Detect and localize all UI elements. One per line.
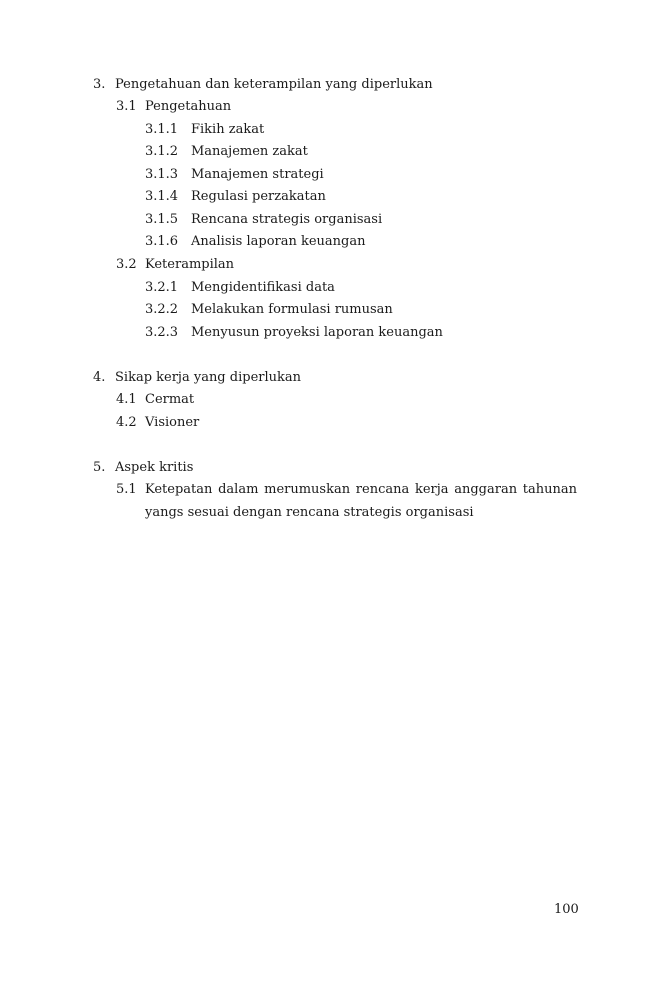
subsection-number: 4.1 — [116, 392, 137, 407]
paragraph-line: yangs sesuai dengan rencana strategis organisasi — [145, 505, 474, 520]
section-number: 4. — [93, 370, 106, 385]
item-text: Menyusun proyeksi laporan keuangan — [191, 325, 443, 340]
item-number: 3.1.3 — [145, 167, 179, 182]
item-number: 3.1.6 — [145, 234, 179, 249]
subsection-title: Keterampilan — [145, 257, 235, 272]
subsection-title: Pengetahuan — [145, 99, 232, 114]
section-title: Pengetahuan dan keterampilan yang diperlukan — [115, 77, 433, 92]
section-title: Aspek kritis — [115, 460, 194, 475]
item-number: 3.1.2 — [145, 144, 179, 159]
subsection-title: Visioner — [145, 415, 200, 430]
item-number: 3.1.4 — [145, 189, 179, 204]
item-number: 3.2.1 — [145, 280, 179, 295]
item-number: 3.2.2 — [145, 302, 179, 317]
subsection-title: Cermat — [145, 392, 195, 407]
item-number: 3.1.1 — [145, 122, 179, 137]
item-text: Mengidentifikasi data — [191, 280, 335, 295]
item-number: 3.1.5 — [145, 212, 179, 227]
section-number: 5. — [93, 460, 106, 475]
item-number: 3.2.3 — [145, 325, 179, 340]
item-text: Manajemen zakat — [191, 144, 308, 159]
section-title: Sikap kerja yang diperlukan — [115, 370, 302, 385]
item-text: Analisis laporan keuangan — [191, 234, 366, 249]
paragraph-line: Ketepatan dalam merumuskan rencana kerja anggaran tahunan — [145, 482, 577, 497]
item-text: Rencana strategis organisasi — [191, 212, 383, 227]
subsection-number: 4.2 — [116, 415, 137, 430]
item-text: Fikih zakat — [191, 122, 265, 137]
item-text: Melakukan formulasi rumusan — [191, 302, 393, 317]
page-number: 100 — [554, 902, 579, 917]
item-text: Manajemen strategi — [191, 167, 324, 182]
subsection-number: 3.2 — [116, 257, 137, 272]
item-text: Regulasi perzakatan — [191, 189, 326, 204]
subsection-number: 3.1 — [116, 99, 137, 114]
subsection-number: 5.1 — [116, 482, 137, 497]
section-number: 3. — [93, 77, 106, 92]
